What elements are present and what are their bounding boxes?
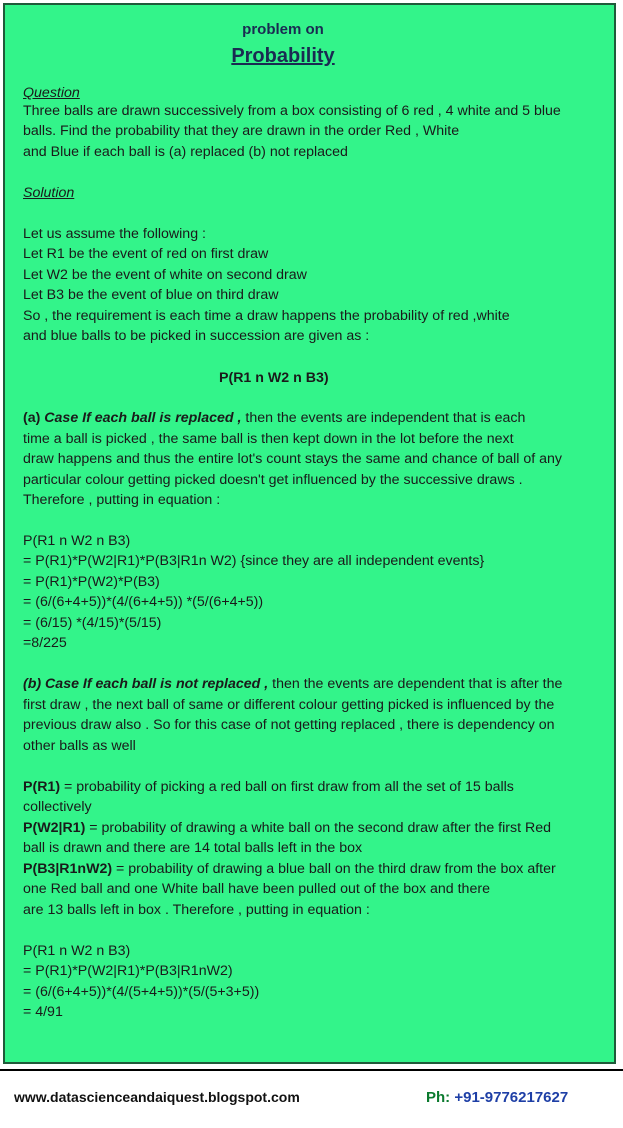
main-formula: P(R1 n W2 n B3) <box>219 370 329 386</box>
case-a-result: =8/225 <box>23 635 67 651</box>
question-line: and Blue if each ball is (a) replaced (b) not replaced <box>23 144 348 160</box>
question-line: Three balls are drawn successively from a box consisting of 6 red , 4 white and 5 blue <box>23 103 561 119</box>
definition-r1: P(R1) = probability of picking a red ball on first draw from all the set of 15 balls <box>23 779 514 795</box>
page-title: Probability <box>231 45 335 67</box>
definition-w2-r1: P(W2|R1) = probability of drawing a white ball on the second draw after the first Red <box>23 820 551 836</box>
content-panel <box>3 3 616 1064</box>
case-a-line: Therefore , putting in equation : <box>23 492 221 508</box>
case-b-line: previous draw also . So for this case of not getting replaced , there is dependency on <box>23 717 555 733</box>
case-b-result: = 4/91 <box>23 1004 63 1020</box>
solution-line: Let R1 be the event of red on first draw <box>23 246 269 262</box>
footer <box>0 1072 623 1128</box>
case-a-equation: P(R1 n W2 n B3) <box>23 533 131 549</box>
solution-label: Solution <box>23 185 75 201</box>
case-a-equation: = (6/(6+4+5))*(4/(6+4+5)) *(5/(6+4+5)) <box>23 594 264 610</box>
case-b-first-line: (b) Case If each ball is not replaced , then the events are dependent that is after the <box>23 676 563 692</box>
page-subtitle: problem on <box>242 21 324 38</box>
definition-b3-r1nw2: P(B3|R1nW2) = probability of drawing a blue ball on the third draw from the box after <box>23 861 556 877</box>
case-b-equation: = P(R1)*P(W2|R1)*P(B3|R1nW2) <box>23 963 233 979</box>
question-line: balls. Find the probability that they are drawn in the order Red , White <box>23 123 460 139</box>
case-a-line: time a ball is picked , the same ball is then kept down in the lot before the next <box>23 431 514 447</box>
solution-line: and blue balls to be picked in succession are given as : <box>23 328 370 344</box>
solution-line: Let us assume the following : <box>23 226 206 242</box>
case-a-line: draw happens and thus the entire lot's count stays the same and chance of ball of any <box>23 451 563 467</box>
case-a-line: particular colour getting picked doesn't get influenced by the successive draws . <box>23 472 523 488</box>
solution-line: So , the requirement is each time a draw happens the probability of red ,white <box>23 308 510 324</box>
case-a-first-line: (a) Case If each ball is replaced , then the events are independent that is each <box>23 410 526 426</box>
definition-line: collectively <box>23 799 92 815</box>
definition-line: are 13 balls left in box . Therefore , putting in equation : <box>23 902 370 918</box>
footer-divider <box>0 1069 623 1071</box>
case-a-equation: = (6/15) *(4/15)*(5/15) <box>23 615 162 631</box>
solution-line: Let B3 be the event of blue on third draw <box>23 287 279 303</box>
phone-contact: Ph: +91-9776217627 <box>426 1089 569 1106</box>
question-label: Question <box>23 85 80 101</box>
case-b-equation: P(R1 n W2 n B3) <box>23 943 131 959</box>
definition-line: one Red ball and one White ball have been pulled out of the box and there <box>23 881 490 897</box>
case-b-equation: = (6/(6+4+5))*(4/(5+4+5))*(5/(5+3+5)) <box>23 984 260 1000</box>
case-b-line: first draw , the next ball of same or different colour getting picked is influenced by the <box>23 697 555 713</box>
case-a-equation: = P(R1)*P(W2|R1)*P(B3|R1n W2) {since they are all independent events} <box>23 553 485 569</box>
definition-line: ball is drawn and there are 14 total balls left in the box <box>23 840 363 856</box>
case-a-equation: = P(R1)*P(W2)*P(B3) <box>23 574 160 590</box>
solution-line: Let W2 be the event of white on second draw <box>23 267 307 283</box>
website-link[interactable]: www.datascienceandaiquest.blogspot.com <box>14 1089 300 1105</box>
case-b-line: other balls as well <box>23 738 136 754</box>
